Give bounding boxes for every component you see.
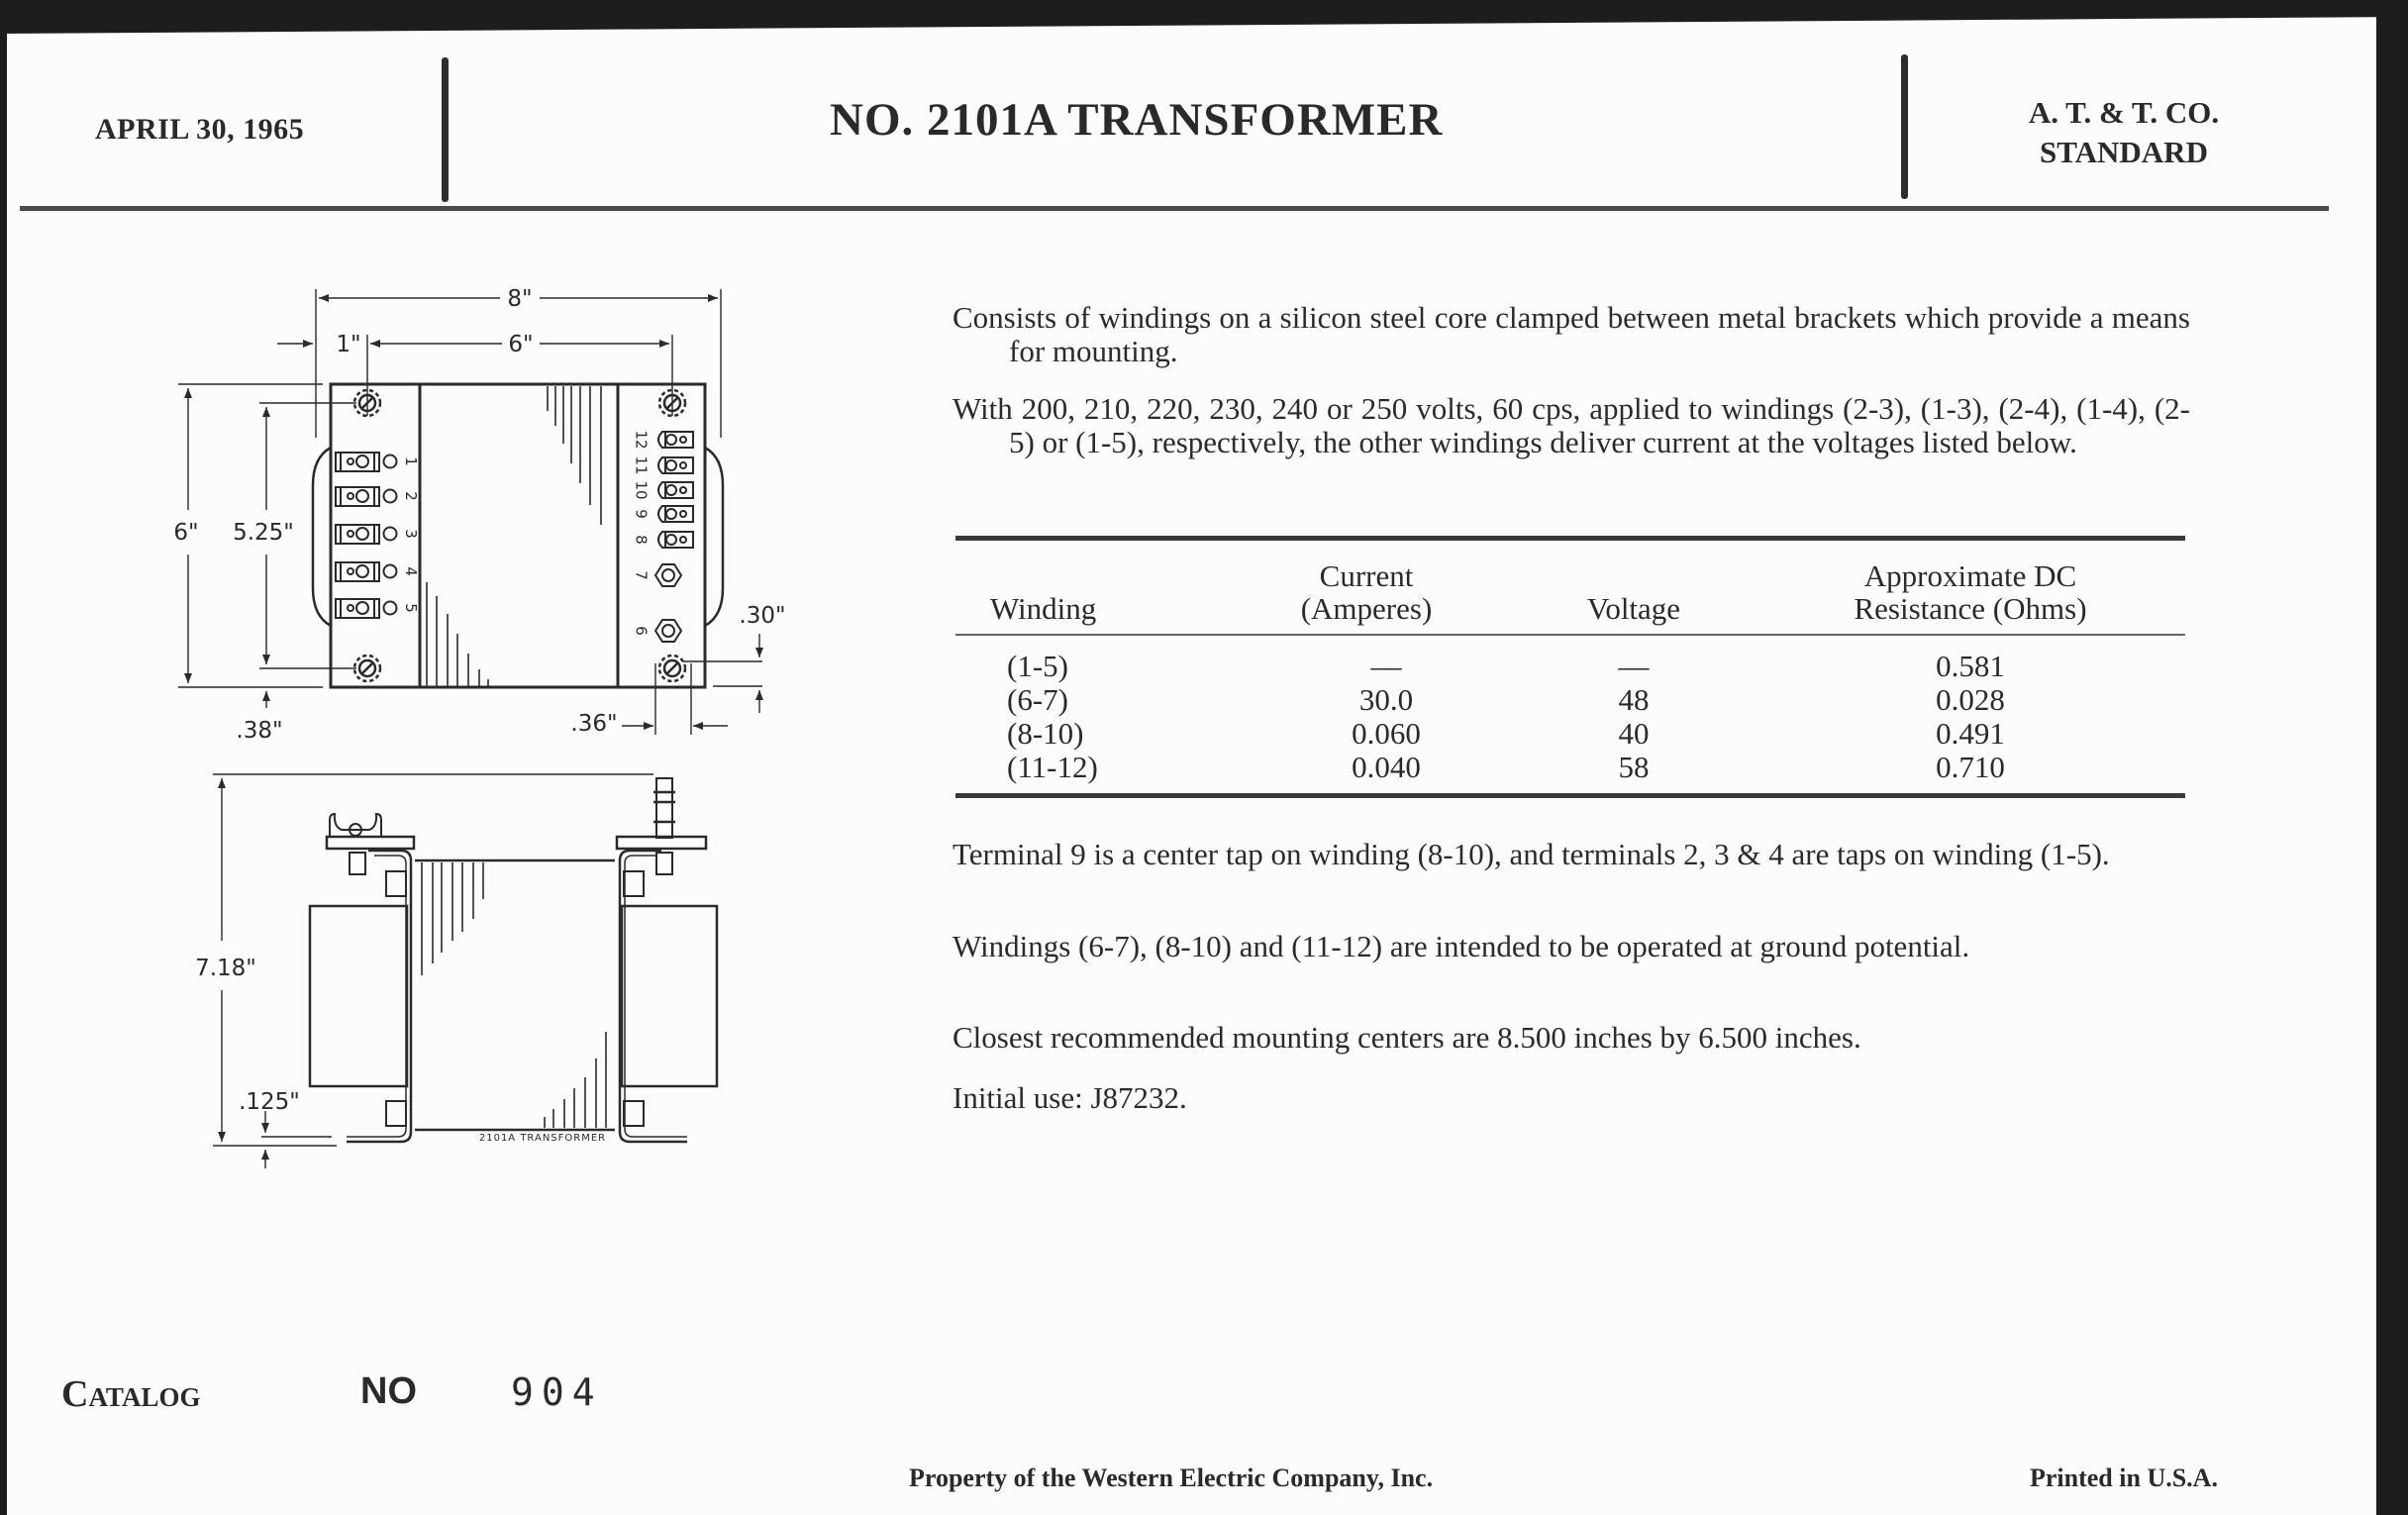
terminal-post [656,778,672,838]
core-hatching-upper [548,386,601,525]
note-ground-potential: Windings (6-7), (8-10) and (11-12) are intended to be operated at ground potential. [953,929,1970,963]
page-title: NO. 2101A TRANSFORMER [830,94,1444,146]
right-bracket-outer [620,851,687,1142]
cell-winding: (8-10) [1007,716,1084,751]
cell-winding: (11-12) [1007,750,1098,784]
dim-bottom-offset: .38" [236,718,283,744]
left-terminal-strip [336,453,420,618]
col-header-voltage: Voltage [1586,591,1681,626]
cell-resistance: 0.491 [1936,716,2005,751]
terminal-2 [336,487,420,506]
terminal-1 [336,453,420,471]
cell-winding: (6-7) [1007,682,1068,717]
issue-date: APRIL 30, 1965 [95,113,305,146]
terminal-label: 3 [402,529,420,539]
standard-label [1965,93,2282,172]
terminal-4 [336,562,420,581]
terminal-11 [633,455,694,474]
col-header-winding: Winding [990,591,1097,626]
terminal-3 [336,525,420,544]
cell-resistance: 0.710 [1936,750,2005,784]
dim-side-height: 7.18" [195,956,256,981]
right-coil-outline [705,448,723,626]
catalog-number: 904 [511,1370,603,1414]
left-bracket-outer [347,851,411,1142]
nameplate-label: 2101A TRANSFORMER [478,1133,607,1144]
cell-voltage: 48 [1618,682,1650,717]
mounting-hole-bottom-right [659,656,685,681]
cell-voltage: 40 [1618,716,1650,751]
cell-current: 30.0 [1358,682,1414,717]
footer-printed: Printed in U.S.A. [2030,1464,2218,1492]
note-center-tap: Terminal 9 is a center tap on winding (8-10), and terminals 2, 3 & 4 are taps on winding (1-5). [953,837,2110,871]
col-header-resistance [1792,559,2149,625]
side-hatching-upper [422,862,483,975]
terminal-12 [633,430,694,449]
top-view-drawing [178,289,763,735]
terminal-6 [633,620,682,642]
terminal-label: 5 [402,603,420,613]
mounting-hole-bottom-left [354,656,380,681]
terminal-label: 9 [632,509,651,519]
dim-overall-width: 8" [507,286,533,312]
terminal-label: 7 [632,570,651,580]
table-bottom-rule [955,793,2185,798]
dim-mounting-width: 6" [508,332,534,357]
terminal-label: 12 [632,430,651,450]
terminal-8 [633,532,694,548]
terminal-label: 1 [402,456,420,466]
terminal-10 [633,480,694,499]
core-hatching-lower [427,582,488,686]
terminal-clip [330,814,381,837]
cell-current: — [1370,649,1402,683]
left-coil [310,906,407,1086]
table-header-rule [955,634,2185,636]
cell-resistance: 0.028 [1936,682,2005,717]
footer-property: Property of the Western Electric Company, Inc. [909,1464,1434,1492]
header-divider-right [1901,54,1908,199]
col-header-resistance-line1: Approximate DC [1863,558,2077,593]
right-coil [622,906,717,1086]
cell-voltage: — [1618,649,1650,683]
terminal-label: 4 [402,566,420,576]
dim-mounting-height: 5.25" [233,520,294,546]
table-top-rule [955,536,2185,541]
right-terminal-strip [633,430,694,642]
cell-winding: (1-5) [1007,649,1068,683]
cell-current: 0.060 [1352,716,1421,751]
scan-border-right [2376,0,2408,1515]
col-header-current-line1: Current [1319,558,1414,593]
col-header-resistance-line2: Resistance (Ohms) [1854,591,2087,626]
terminal-label: 10 [632,480,651,500]
terminal-label: 11 [632,455,651,475]
dim-overall-height: 6" [173,520,199,546]
terminal-9 [633,506,694,522]
standard-line-1: A. T. & T. CO. [2028,95,2220,130]
left-terminal-plate [327,837,414,849]
terminal-5 [336,599,420,618]
note-mounting-centers: Closest recommended mounting centers are 8.500 inches by 6.500 inches. [953,1020,1861,1055]
note-initial-use: Initial use: J87232. [953,1080,1187,1115]
dim-hole-offset: .30" [739,603,786,629]
dim-offset: 1" [336,332,361,357]
cell-current: 0.040 [1352,750,1421,784]
terminal-7 [633,564,682,586]
col-header-current-line2: (Amperes) [1300,591,1433,626]
standard-line-2: STANDARD [2040,135,2208,169]
terminal-label: 6 [632,626,651,636]
left-coil-outline [313,448,331,626]
col-header-current [1238,559,1495,625]
description-paragraph-2: With 200, 210, 220, 230, 240 or 250 volts, 60 cps, applied to windings (2-3), (1-3), (2-4), (1-4), (2-5) or (1-5), respectively, the other windings deliver current at the voltages listed below. [953,391,2190,459]
catalog-no-label: NO [360,1370,417,1412]
transformer-drawings [0,0,891,1238]
cell-voltage: 58 [1618,750,1650,784]
dim-right-offset: .36" [570,711,618,737]
description-paragraph-1: Consists of windings on a silicon steel core clamped between metal brackets which provide a means for mounting. [953,300,2190,368]
terminal-label: 8 [632,535,651,545]
cell-resistance: 0.581 [1936,649,2005,683]
dim-base-thickness: .125" [239,1089,300,1115]
terminal-label: 2 [402,491,420,501]
side-hatching-lower [545,1032,606,1128]
catalog-label: Catalog [61,1373,201,1415]
